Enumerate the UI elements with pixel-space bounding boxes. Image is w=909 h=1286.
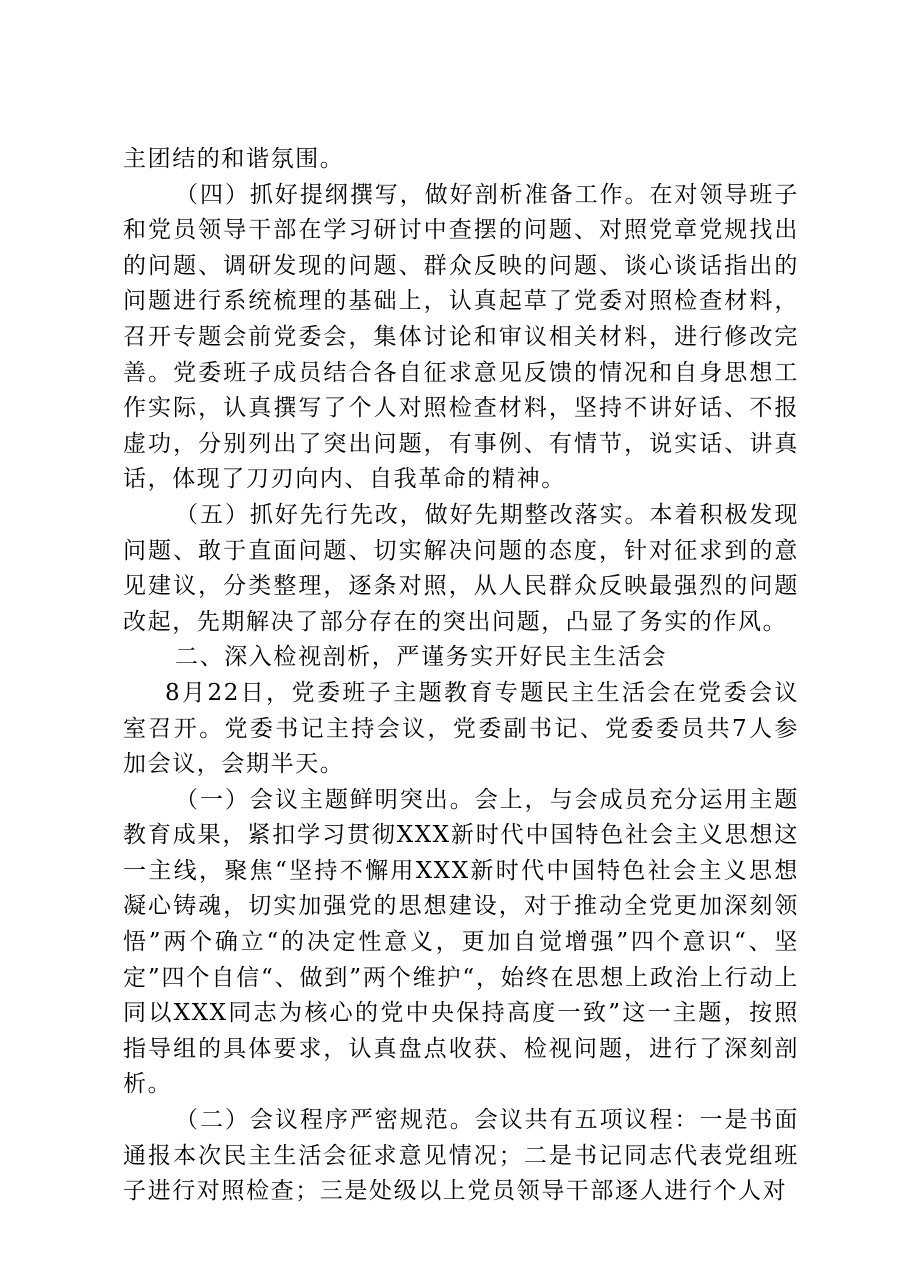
paragraph-continuation: 主团结的和谐氛围。 (123, 146, 345, 172)
paragraph-section-4: （四）抓好提纲撰写，做好剖析准备工作。在对领导班子和党员领导干部在学习研讨中查摆的问题、对照党章党规找出的问题、调研发现的问题、群众反映的问题、谈心谈话指出的问题进行系统梳理的基础上，认真起草了党委对照检查材料，召开专题会前党委会，集体讨论和审议相关材料，进行修改完善。党委班子成员结合各自征求意见反馈的情况和自身思想工作实际，认真撰写了个人对照检查材料，坚持不讲好话、不报虚功，分别列出了突出问题，有事例、有情节，说实话、讲真话，体现了刀刃向内、自我革命的精神。 (123, 181, 799, 493)
document-body (123, 142, 799, 1210)
paragraph-meeting-intro: 8月22日，党委班子主题教育专题民主生活会在党委会议室召开。党委书记主持会议，党委副书记、党委委员共7人参加会议，会期半天。 (123, 679, 799, 778)
section-heading-2: 二、深入检视剖析，严谨务实开好民主生活会 (175, 644, 667, 671)
paragraph-subsection-1: （一）会议主题鲜明突出。会上，与会成员充分运用主题教育成果，紧扣学习贯彻XXX新时代中国特色社会主义思想这一主线，聚焦“坚持不懈用XXX新时代中国特色社会主义思想凝心铸魂，切实加强党的思想建设，对于推动全党更加深刻领悟”两个确立“的决定性意义，更加自觉增强”四个意识“、坚定”四个自信“、做到”两个维护“，始终在思想上政治上行动上同以XXX同志为核心的党中央保持高度一致”这一主题，按照指导组的具体要求，认真盘点收获、检视问题，进行了深刻剖析。 (123, 786, 799, 1098)
paragraph-subsection-2: （二）会议程序严密规范。会议共有五项议程：一是书面通报本次民主生活会征求意见情况；二是书记同志代表党组班子进行对照检查；三是处级以上党员领导干部逐人进行个人对 (123, 1107, 799, 1205)
paragraph-section-5: （五）抓好先行先改，做好先期整改落实。本着积极发现问题、敢于直面问题、切实解决问题的态度，针对征求到的意见建议，分类整理，逐条对照，从人民群众反映最强烈的问题改起，先期解决了部分存在的突出问题，凸显了务实的作风。 (123, 501, 799, 635)
